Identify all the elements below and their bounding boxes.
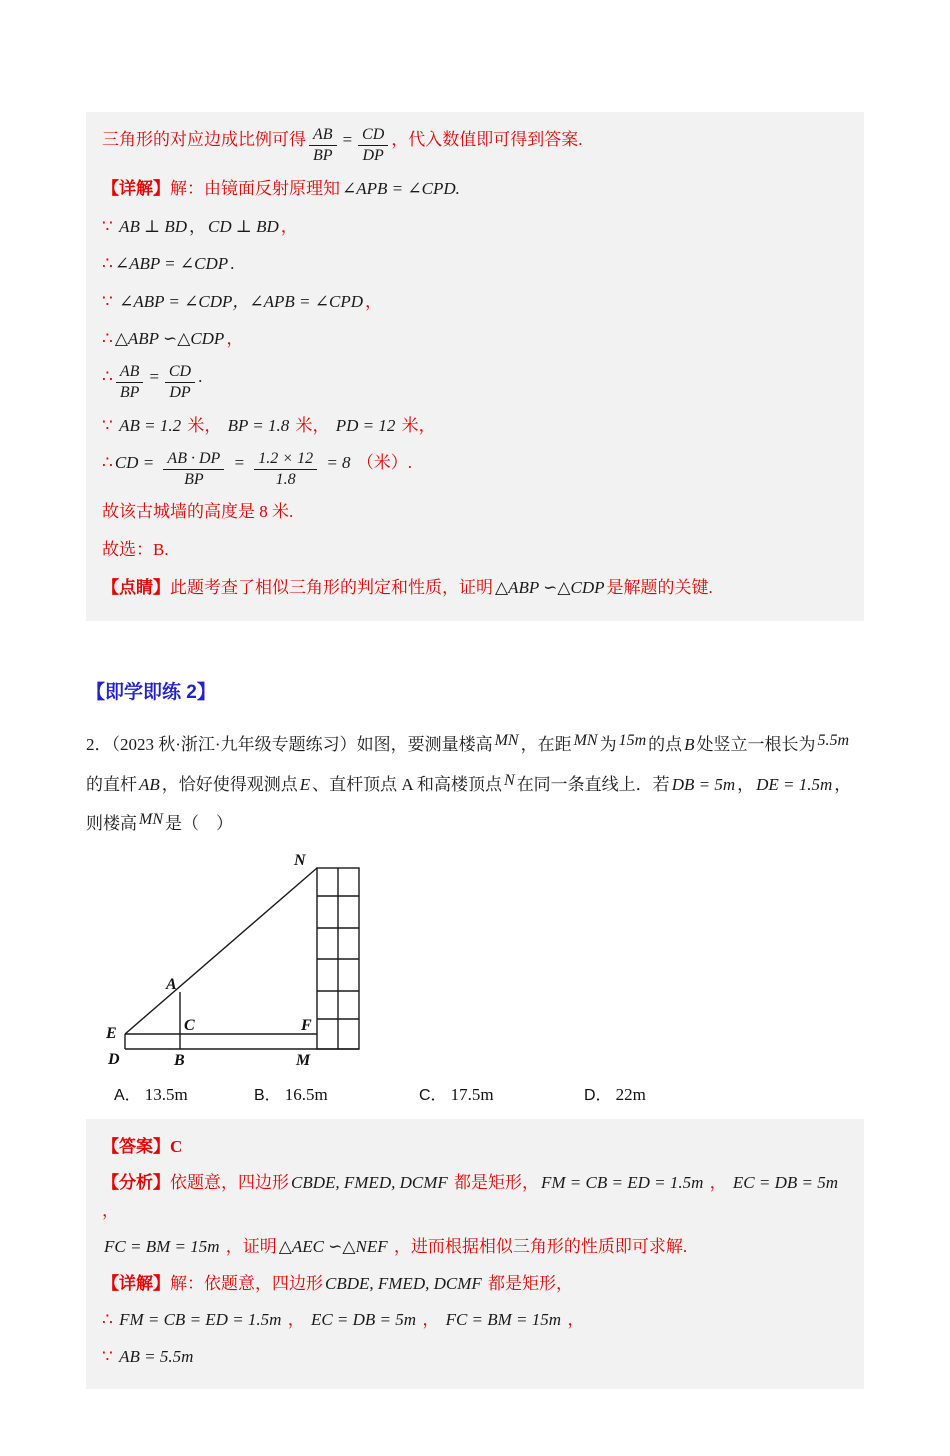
- solution-line: [102, 1169, 848, 1224]
- text-segment: 米: [295, 415, 313, 435]
- solution-line: [102, 449, 848, 488]
- text-segment: ，: [189, 216, 206, 236]
- solution-line: [102, 1306, 848, 1334]
- math-segment: 15m: [618, 732, 647, 750]
- math-segment: CD =: [114, 453, 159, 473]
- figure-label-N: N: [294, 851, 306, 869]
- option-letter: C．: [419, 1086, 447, 1104]
- text-segment: ，: [280, 216, 298, 236]
- text-segment: ∴: [102, 453, 113, 473]
- option-value: 13.5m: [144, 1084, 188, 1104]
- text-segment: 的直杆: [86, 774, 137, 794]
- math-segment: MN: [139, 811, 163, 829]
- math-segment: FM = CB = ED = 1.5m: [541, 1173, 704, 1193]
- text-segment: 此题考查了相似三角形的判定和性质，证明: [170, 577, 493, 597]
- text-segment: 【详解】: [102, 179, 170, 199]
- math-segment: ∠ABP = ∠CDP: [114, 254, 229, 274]
- sight-line: [125, 868, 317, 1034]
- text-segment: 的点: [648, 735, 683, 755]
- math-segment: △ABP ∽△CDP: [495, 577, 605, 597]
- math-segment: MN: [573, 732, 598, 750]
- text-segment: 在同一条直线上．若: [516, 774, 670, 794]
- text-segment: 【点睛】: [102, 577, 170, 597]
- text-segment: ∵: [102, 415, 118, 435]
- solution-block-1: [86, 112, 864, 621]
- text-segment: ，: [705, 1173, 731, 1193]
- math-segment: AB = 1.2: [119, 415, 186, 435]
- text-segment: ∵: [102, 216, 118, 236]
- option-D: [584, 1082, 646, 1105]
- text-segment: 三角形的对应边成比例可得: [102, 130, 306, 149]
- math-segment: DE = 1.5m: [756, 774, 833, 794]
- math-segment: = 8: [322, 453, 355, 473]
- text-segment: .: [198, 366, 203, 386]
- text-segment: ，则楼高: [86, 774, 852, 834]
- text-segment: 解：由镜面反射原理知: [170, 179, 340, 199]
- text-segment: ，在距: [520, 735, 572, 755]
- text-segment: 解：依题意，四边形: [170, 1273, 323, 1293]
- math-segment: =: [229, 453, 250, 473]
- math-segment: 5.5m: [817, 732, 850, 750]
- option-value: 16.5m: [284, 1084, 328, 1104]
- math-segment: △AEC ∽△NEF: [278, 1237, 388, 1257]
- option-letter: B．: [254, 1086, 281, 1104]
- option-value: 22m: [615, 1084, 646, 1104]
- text-segment: 米，: [401, 415, 436, 435]
- math-segment: AB ⊥ BD: [119, 216, 187, 236]
- math-segment: EC = DB = 5m: [310, 1310, 417, 1330]
- question-paragraph: [86, 724, 864, 843]
- math-segment: FC = BM = 15m: [104, 1237, 220, 1257]
- text-segment: 8: [259, 502, 272, 522]
- text-segment: ，: [563, 1310, 585, 1330]
- math-segment: =: [148, 366, 160, 386]
- figure-label-F: F: [301, 1016, 312, 1034]
- option-C: [419, 1082, 584, 1105]
- math-segment: FM = CB = ED = 1.5m: [119, 1310, 282, 1330]
- math-segment: ∠ABP = ∠CDP，∠APB = ∠CPD: [119, 291, 363, 311]
- text-segment: ∵: [102, 291, 118, 311]
- figure: [92, 851, 864, 1076]
- option-A: [114, 1082, 254, 1105]
- option-value: 17.5m: [450, 1084, 494, 1104]
- text-segment: ∵: [102, 1346, 118, 1366]
- math-segment: AB = 5.5m: [119, 1346, 194, 1366]
- math-segment: N: [504, 771, 515, 789]
- figure-label-A: A: [166, 975, 177, 993]
- solution-line: [102, 1270, 848, 1298]
- text-segment: ∴: [102, 254, 113, 274]
- text-segment: 米.: [272, 502, 294, 522]
- text-segment: ，: [226, 329, 244, 349]
- solution-line: [102, 574, 848, 602]
- text-segment: 是解题的关键.: [606, 577, 713, 597]
- text-segment: ，证明: [221, 1237, 277, 1257]
- text-segment: ，: [312, 415, 334, 435]
- math-segment: DB = 5m: [671, 774, 736, 794]
- text-segment: 故该古城墙的高度是: [102, 502, 260, 522]
- text-segment: ，: [418, 1310, 444, 1330]
- text-segment: ∴: [102, 1310, 118, 1330]
- figure-label-M: M: [296, 1051, 311, 1069]
- figure-labels: [105, 852, 312, 1069]
- text-segment: 故选：B.: [102, 540, 169, 559]
- option-letter: D．: [584, 1086, 612, 1104]
- solution-line: [102, 412, 848, 440]
- fraction: $\frac{1.2 \times 12}{1.8}$: [251, 450, 320, 489]
- text-segment: 都是矩形，: [483, 1273, 574, 1293]
- math-segment: MN: [494, 732, 519, 750]
- practice-header: 【即学即练 2】: [86, 682, 216, 704]
- solution-line: [102, 1133, 848, 1161]
- figure-label-C: C: [184, 1016, 195, 1034]
- option-letter: A．: [114, 1086, 141, 1104]
- text-segment: ，: [283, 1310, 309, 1330]
- text-segment: ∴: [102, 366, 113, 386]
- math-segment: AB: [139, 774, 160, 794]
- fraction: $\frac{CD}{DP}$: [355, 126, 391, 165]
- text-segment: 处竖立一根长为: [696, 735, 816, 755]
- text-segment: 是（ ）: [165, 814, 233, 834]
- fraction: $\frac{AB \cdot DP}{BP}$: [160, 450, 227, 489]
- math-segment: B: [684, 735, 695, 755]
- math-segment: =: [341, 130, 354, 149]
- solution-line: [102, 325, 848, 353]
- figure-svg: [92, 851, 392, 1076]
- solution-line: [102, 126, 848, 165]
- text-segment: ，: [204, 415, 226, 435]
- solution-line: [102, 363, 848, 402]
- solution-line: [102, 213, 848, 241]
- text-segment: ，进而根据相似三角形的性质即可求解.: [389, 1237, 688, 1257]
- solution-line: [102, 536, 848, 564]
- math-segment: CD ⊥ BD: [208, 216, 279, 236]
- document-content: [86, 112, 864, 1389]
- figure-label-E: E: [106, 1024, 117, 1042]
- text-segment: 为: [599, 735, 617, 755]
- math-segment: PD = 12: [335, 415, 400, 435]
- text-segment: ，恰好使得观测点: [161, 774, 298, 794]
- text-segment: 都是矩形，: [449, 1173, 540, 1193]
- text-segment: ，代入数值即可得到答案.: [391, 130, 583, 149]
- text-segment: ，: [737, 774, 755, 794]
- figure-label-B: B: [174, 1051, 185, 1069]
- fraction: $\frac{AB}{BP}$: [113, 363, 147, 402]
- text-segment: .: [230, 254, 235, 274]
- text-segment: 【详解】: [102, 1273, 170, 1293]
- text-segment: 米: [187, 415, 205, 435]
- solution-line: [102, 175, 848, 203]
- fraction: $\frac{CD}{DP}$: [162, 363, 198, 402]
- math-segment: E: [299, 774, 311, 794]
- options-row: [86, 1082, 864, 1105]
- solution-line: [102, 288, 848, 316]
- solution-line: [102, 1233, 848, 1261]
- page: [0, 112, 950, 1456]
- math-segment: CBDE, FMED, DCMF: [325, 1273, 482, 1293]
- math-segment: BP = 1.8: [227, 415, 294, 435]
- solution-line: [102, 498, 848, 526]
- math-segment: CBDE, FMED, DCMF: [291, 1173, 448, 1193]
- text-segment: ，: [365, 291, 382, 311]
- text-segment: （米）.: [356, 453, 413, 473]
- text-segment: C: [170, 1136, 183, 1156]
- math-segment: FC = BM = 15m: [445, 1310, 562, 1330]
- solution-block-2: [86, 1119, 864, 1390]
- math-segment: △ABP ∽△CDP: [114, 329, 225, 349]
- math-segment: ∠APB = ∠CPD.: [342, 179, 460, 199]
- fraction: $\frac{AB}{BP}$: [306, 126, 340, 165]
- math-segment: EC = DB = 5m: [732, 1173, 838, 1193]
- text-segment: ，: [102, 1200, 119, 1220]
- solution-line: [102, 250, 848, 278]
- text-segment: 2．（2023 秋·浙江·九年级专题练习）如图，要测量楼高: [86, 735, 493, 755]
- text-segment: 依题意，四边形: [170, 1173, 289, 1193]
- text-segment: 、直杆顶点 A 和高楼顶点: [312, 774, 503, 794]
- option-B: [254, 1082, 419, 1105]
- solution-line: [102, 1343, 848, 1371]
- text-segment: 【答案】: [102, 1136, 170, 1156]
- text-segment: ∴: [102, 329, 113, 349]
- text-segment: 【分析】: [102, 1173, 170, 1193]
- figure-label-D: D: [108, 1050, 120, 1068]
